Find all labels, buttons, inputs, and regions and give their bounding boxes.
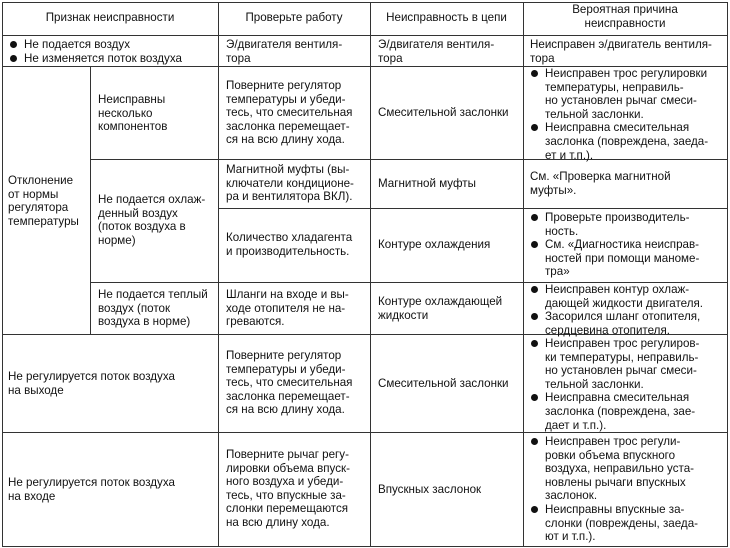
- sub3-check: Шланги на входе и вы- ходе отопителя не на- греваются.: [226, 288, 349, 329]
- sub3-circuit: Контуре охлаждающей жидкости: [378, 295, 503, 322]
- sub2a-check: Магнитной муфты (вы- ключатели кондиционе- ра и вентилятора ВКЛ).: [226, 163, 354, 204]
- sub2-label: Не подается охлаж- денный воздух (поток воздуха в норме): [98, 193, 206, 247]
- list-item: Не подается воздух: [6, 38, 216, 52]
- row-outlet-circuit: Смесительной заслонки: [378, 377, 509, 390]
- sub2b-check: Количество хладагента и производительность.: [226, 231, 353, 258]
- group-deviation-label: Отклонение от нормы регулятора температуры: [8, 174, 79, 228]
- list-item: Проверьте производитель-: [527, 211, 726, 225]
- list-item: Не изменяется поток воздуха: [6, 52, 216, 66]
- header-symptom: Признак неисправности: [45, 11, 175, 24]
- row1-check: Э/двигателя вентиля- тора: [226, 38, 343, 65]
- header-check: Проверьте работу: [245, 11, 343, 24]
- row-inlet-symptom: Не регулируется поток воздуха на входе: [8, 476, 175, 503]
- row1-circuit: Э/двигателя вентиля- тора: [378, 38, 495, 65]
- sub1-causes: Неисправен трос регулировки температуры, неправиль- но установлен рычаг смеси- тельной заслонки. Неисправна смесительная заслонка (повреждена, заеда- ет и т.п.).: [527, 67, 726, 162]
- list-item: Неисправен контур охлаж-: [527, 283, 726, 297]
- sub2a-cause: См. «Проверка магнитной муфты».: [530, 170, 671, 197]
- row1-cause: Неисправен э/двигатель вентиля- тора: [530, 38, 712, 65]
- list-item: Неисправен трос регулиров-: [527, 337, 726, 351]
- row-inlet-check: Поверните рычаг регу- лировки объема впуск- ного воздуха и убеди- тесь, что впускные за- слонки перемещаются на всю длину хода.: [226, 448, 350, 529]
- list-item: См. «Диагностика неисправ-: [527, 238, 726, 252]
- header-cause: Вероятная причина неисправности: [572, 3, 678, 30]
- list-item: Неисправны впускные за-: [527, 503, 726, 517]
- list-item: Неисправна смесительная: [527, 121, 726, 135]
- sub1-check: Поверните регулятор температуры и убеди- тесь, что смесительная заслонка перемещает- ся на всю длину хода.: [226, 79, 353, 147]
- sub3-label: Не подается теплый воздух (поток воздуха в норме): [98, 288, 208, 329]
- sub1-circuit: Смесительной заслонки: [378, 106, 509, 119]
- sub2b-causes: Проверьте производитель- ность. См. «Диагностика неисправ- ностей при помощи маноме- тра»: [527, 211, 726, 279]
- sub3-causes: Неисправен контур охлаж- дающей жидкости двигателя. Засорился шланг отопителя, сердцевина отопителя.: [527, 283, 726, 337]
- row-outlet-symptom: Не регулируется поток воздуха на выходе: [8, 370, 175, 397]
- row-inlet-circuit: Впускных заслонок: [378, 483, 482, 496]
- sub2b-circuit: Контуре охлаждения: [378, 238, 491, 251]
- row1-symptoms: [6, 38, 216, 65]
- row-outlet-check: Поверните регулятор температуры и убеди- тесь, что смесительная заслонка перемещает- ся на всю длину хода.: [226, 349, 353, 417]
- sub2a-circuit: Магнитной муфты: [378, 177, 476, 190]
- list-item: Неисправен трос регули-: [527, 435, 726, 449]
- sub1-label: Неисправны несколько компонентов: [98, 93, 168, 134]
- row-inlet-causes: Неисправен трос регули- ровки объема впускного воздуха, неправильно уста- новлены рычаги впускных заслонок. Неисправны впускные за- слонки (повреждены, заеда- ют и т.п.).: [527, 435, 726, 544]
- header-circuit: Неисправность в цепи: [386, 11, 507, 24]
- list-item: Неисправна смесительная: [527, 391, 726, 405]
- row-outlet-causes: Неисправен трос регулиров- ки температуры, неправиль- но установлен рычаг смеси- тельной заслонки. Неисправна смесительная заслонка (повреждена, зае- дает и т.п.).: [527, 337, 726, 432]
- list-item: Засорился шланг отопителя,: [527, 310, 726, 324]
- list-item: Неисправен трос регулировки: [527, 67, 726, 81]
